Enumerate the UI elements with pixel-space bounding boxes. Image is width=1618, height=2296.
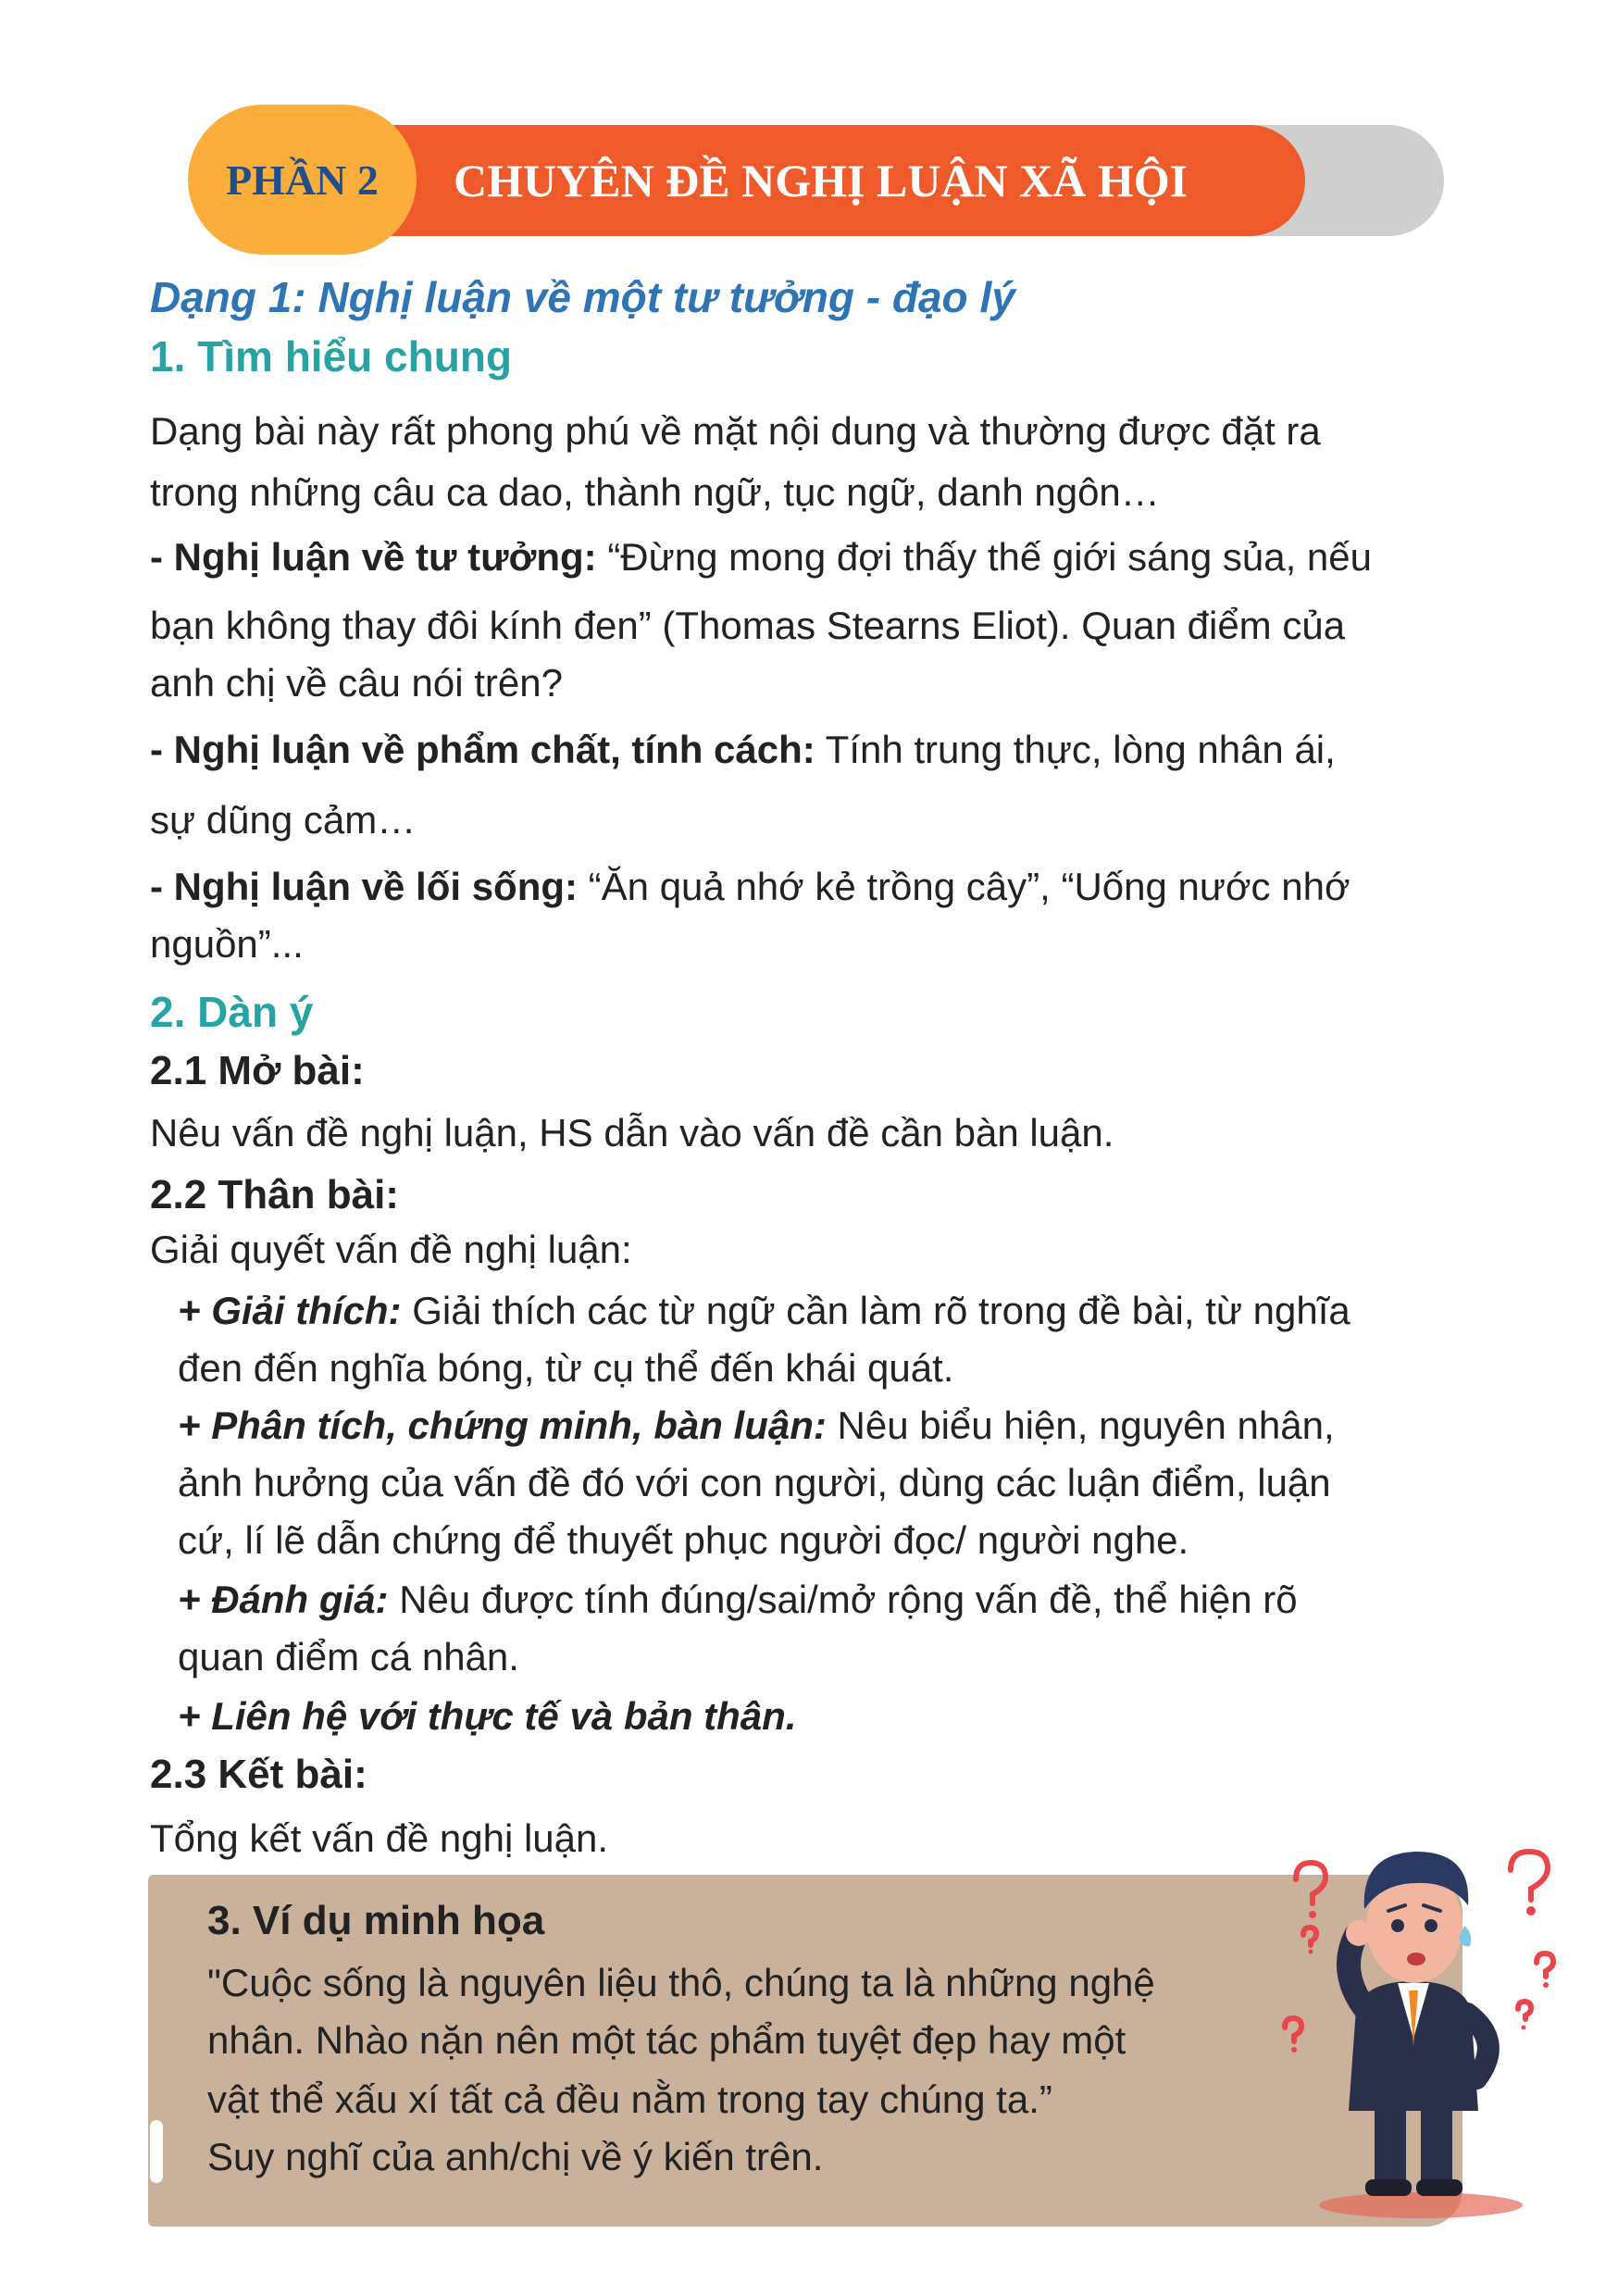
- list-item: [150, 535, 1483, 580]
- point-text: ảnh hưởng của vấn đề đó với con người, dùng các luận điểm, luận: [178, 1461, 1331, 1504]
- point-text: đen đến nghĩa bóng, từ cụ thể đến khái quát.: [178, 1346, 954, 1390]
- item-text: “Ăn quả nhớ kẻ trồng cây”, “Uống nước nhớ: [578, 865, 1350, 908]
- heading-outline: 2. Dàn ý: [150, 988, 314, 1036]
- part-label: PHẦN 2: [226, 156, 379, 204]
- heading-overview: 1. Tìm hiểu chung: [150, 332, 513, 381]
- point-text: cứ, lí lẽ dẫn chứng để thuyết phục người đọc/ người nghe.: [178, 1518, 1189, 1562]
- point-label: + Giải thích:: [178, 1289, 402, 1332]
- point-text: quan điểm cá nhân.: [178, 1635, 519, 1678]
- point-label: + Phân tích, chứng minh, bàn luận:: [178, 1404, 827, 1447]
- example-line: "Cuộc sống là nguyên liệu thô, chúng ta là những nghệ: [207, 1961, 1155, 2004]
- subheading-body: 2.2 Thân bài:: [150, 1172, 399, 1217]
- body-text: Giải quyết vấn đề nghị luận:: [150, 1228, 632, 1271]
- point-text: Giải thích các từ ngữ cần làm rõ trong đề bài, từ nghĩa: [401, 1289, 1350, 1332]
- example-line: nhân. Nhào nặn nên một tác phẩm tuyệt đẹp hay một: [207, 2018, 1126, 2062]
- outline-point: [178, 1578, 1511, 1622]
- example-title: 3. Ví dụ minh họa: [207, 1898, 545, 1943]
- section-title: Dạng 1: Nghị luận về một tư tưởng - đạo lý: [150, 273, 1015, 321]
- item-text: Tính trung thực, lòng nhân ái,: [815, 728, 1336, 771]
- subheading-conclusion: 2.3 Kết bài:: [150, 1752, 367, 1797]
- quote-mark: [150, 2120, 163, 2183]
- conclusion-text: Tổng kết vấn đề nghị luận.: [150, 1816, 609, 1860]
- intro-line: trong những câu ca dao, thành ngữ, tục ngữ, danh ngôn…: [150, 470, 1160, 514]
- item-label: - Nghị luận về phẩm chất, tính cách:: [150, 728, 815, 771]
- item-text: sự dũng cảm…: [150, 798, 417, 842]
- item-label: - Nghị luận về tư tưởng:: [150, 535, 597, 579]
- list-item: [150, 728, 1483, 772]
- outline-point: + Liên hệ với thực tế và bản thân.: [178, 1694, 797, 1738]
- point-label: + Đánh giá:: [178, 1578, 389, 1621]
- item-text: nguồn”...: [150, 922, 304, 966]
- list-item: [150, 865, 1483, 909]
- example-line: Suy nghĩ của anh/chị về ý kiến trên.: [207, 2135, 824, 2178]
- example-line: vật thể xấu xí tất cả đều nằm trong tay chúng ta.”: [207, 2078, 1052, 2121]
- outline-point: [178, 1289, 1511, 1333]
- point-text: Nêu được tính đúng/sai/mở rộng vấn đề, thể hiện rõ: [388, 1578, 1298, 1621]
- point-text: Nêu biểu hiện, nguyên nhân,: [826, 1404, 1335, 1447]
- item-text: bạn không thay đôi kính đen” (Thomas Stearns Eliot). Quan điểm của: [150, 604, 1346, 647]
- intro-text: Nêu vấn đề nghị luận, HS dẫn vào vấn đề cần bàn luận.: [150, 1111, 1114, 1154]
- confused-businessman-icon: [1259, 1824, 1592, 2231]
- part-badge: [188, 105, 417, 255]
- item-text: anh chị về câu nói trên?: [150, 661, 563, 705]
- item-text: “Đừng mong đợi thấy thế giới sáng sủa, nếu: [596, 535, 1372, 579]
- subheading-intro: 2.1 Mở bài:: [150, 1048, 365, 1093]
- chapter-title: CHUYÊN ĐỀ NGHỊ LUẬN XÃ HỘI: [454, 155, 1189, 206]
- intro-line: Dạng bài này rất phong phú về mặt nội dung và thường được đặt ra: [150, 409, 1321, 453]
- item-label: - Nghị luận về lối sống:: [150, 865, 578, 908]
- outline-point: [178, 1404, 1511, 1448]
